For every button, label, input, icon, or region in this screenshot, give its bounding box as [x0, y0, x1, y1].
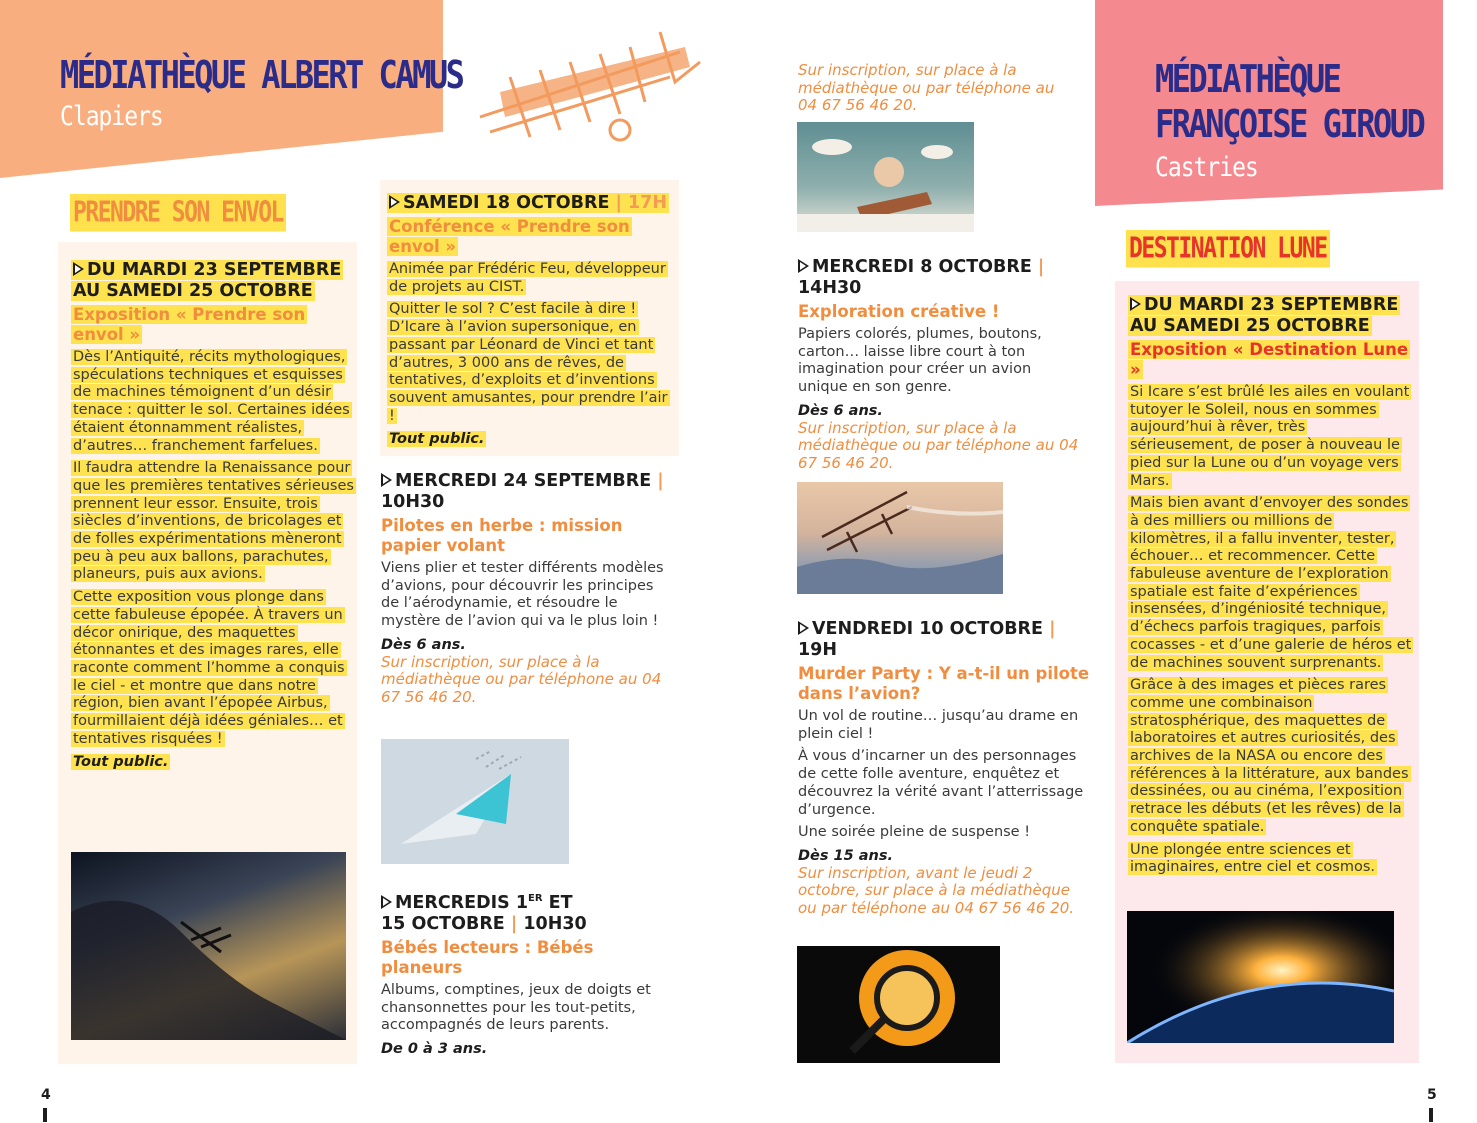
event-date: MERCREDI 24 SEPTEMBRE | 10H30	[381, 471, 664, 512]
event-murder-party	[798, 619, 1093, 917]
child-aviator-photo	[797, 122, 974, 232]
event-date: VENDREDI 10 OCTOBRE | 19H	[798, 619, 1056, 660]
event-title: Exploration créative !	[798, 302, 1000, 321]
event-date: MERCREDIS 1ER ET 15 OCTOBRE | 10H30	[381, 892, 587, 934]
page-number-left: 4	[41, 1087, 51, 1103]
paper-plane-photo	[381, 739, 569, 864]
event-title: Conférence « Prendre son envol »	[389, 217, 630, 256]
biplane-mountains-photo	[797, 482, 1003, 594]
event-title: Exposition « Destination Lune »	[1130, 340, 1409, 379]
event-description: Dès l’Antiquité, récits mythologiques, spéculations techniques et esquisses de machines témoignent d’un désir tenace : quitter le sol. Certaines idées étaient étonnamment réalistes, d’autres… franchement farfelues. Il faudra attendre la Renaissance pour que les premières tentatives sérieuses prennent leur essor. Ensuite, trois siècles d’inventions, de bricolages et de folles expérimentations mèneront peu à peu aux ballons, parachutes, planeurs, puis aux avions. Cette exposition vous plonge dans cette fabuleuse épopée. À travers un décor onirique, des maquettes étonnantes et des images rares, elle raconte comment l’homme a conquis le ciel - et montre que dans notre région, bien avant l’épopée Airbus, fourmillaient déjà idées géniales… et tentatives risquées !	[73, 349, 354, 747]
library-right-title-line2: FRANÇOISE GIROUD	[1155, 101, 1424, 147]
biplane-sunset-photo	[71, 852, 346, 1040]
play-arrow-icon	[1130, 297, 1141, 311]
exhibition-left	[71, 260, 356, 771]
event-description: Viens plier et tester différents modèles d’avions, pour découvrir les principes de l’aérodynamie, et résoudre le mystère de l’avion qui va le plus loin !	[381, 560, 664, 630]
event-description: Un vol de routine… jusqu’au drame en plein ciel ! À vous d’incarner un des personnages de cette folle aventure, enquêtez et découvrez la vérité avant l’atterrissage d’urgence. Une soirée pleine de suspense !	[798, 708, 1084, 841]
page-number-right: 5	[1427, 1087, 1437, 1103]
event-age: Dès 6 ans.	[798, 402, 883, 419]
theme-left: PRENDRE SON ENVOL	[70, 194, 286, 232]
event-age: De 0 à 3 ans.	[381, 1040, 488, 1057]
library-right-header	[1155, 56, 1424, 183]
event-registration: Sur inscription, sur place à la médiathèque ou par téléphone au 04 67 56 46 20.	[798, 418, 1079, 472]
event-title: Murder Party : Y a-t-il un pilote dans l’avion?	[798, 664, 1090, 703]
event-date: SAMEDI 18 OCTOBRE | 17H	[387, 193, 672, 214]
event-age: Dès 6 ans.	[381, 636, 466, 653]
library-left-header	[60, 52, 463, 132]
play-arrow-icon	[798, 621, 809, 635]
play-arrow-icon	[73, 262, 84, 276]
event-description: Papiers colorés, plumes, boutons, carton… laisse libre court à ton imagination pour créer un avion unique en son genre.	[798, 326, 1042, 396]
event-conference	[387, 193, 672, 448]
event-description: Albums, comptines, jeux de doigts et chansonnettes pour les tout-petits, accompagnés de leurs parents.	[381, 981, 651, 1034]
event-bebes	[381, 888, 676, 1058]
play-arrow-icon	[389, 195, 400, 209]
library-left-city: Clapiers	[60, 102, 163, 132]
play-arrow-icon	[798, 259, 809, 273]
event-date: DU MARDI 23 SEPTEMBRE AU SAMEDI 25 OCTOBRE	[1130, 295, 1399, 336]
event-description: Si Icare s’est brûlé les ailes en voulant tutoyer le Soleil, nous en sommes aujourd’hui à rêver, très sérieusement, de poser à nouveau le pied sur la Lune ou d’un voyage vers Mars. Mais bien avant d’envoyer des sondes à des milliers ou millions de kilomètres, il a fallu inventer, tester, échouer… et recommencer. Cette fabuleuse aventure de l’exploration spatiale est faite d’expériences insensées, d’ingéniosité technique, d’échecs parfois tragiques, parfois cocasses - et d’une galerie de héros et de machines souvent surprenants. Grâce à des images et pièces rares comme une combinaison stratosphérique, des maquettes de laboratoires et autres curiosités, des archives de la NASA ou encore des références à la littérature, aux bandes dessinées, ou au cinéma, l’exposition retrace les débuts (et les rêves) de la conquête spatiale. Une plongée entre sciences et imaginaires, entre ciel et cosmos.	[1130, 384, 1412, 876]
event-description: Animée par Frédéric Feu, développeur de projets au CIST. Quitter le sol ? C’est facile à dire ! D’Icare à l’avion supersonique, en passant par Léonard de Vinci et tant d’autres, 3 000 ans de rêves, de tentatives, d’exploits et d’inventions souvent amusantes, pour prendre l’air !	[389, 261, 668, 424]
event-audience: Tout public.	[73, 754, 169, 771]
vintage-plane-illustration	[470, 22, 710, 162]
event-title: Pilotes en herbe : mission papier volant	[381, 516, 623, 555]
event-age: Dès 15 ans.	[798, 847, 894, 864]
page-marker-right	[1429, 1108, 1433, 1122]
event-exploration	[798, 257, 1083, 472]
event-title: Bébés lecteurs : Bébés planeurs	[381, 937, 594, 977]
event-registration: Sur inscription, sur place à la médiathèque ou par téléphone au 04 67 56 46 20.	[381, 652, 662, 706]
earth-sunrise-photo	[1127, 911, 1394, 1043]
event-registration: Sur inscription, avant le jeudi 2 octobre, sur place à la médiathèque ou par téléphone au 04 67 56 46 20.	[798, 863, 1075, 917]
event-date: DU MARDI 23 SEPTEMBRE AU SAMEDI 25 OCTOBRE	[73, 260, 342, 301]
event-date: MERCREDI 8 OCTOBRE | 14H30	[798, 257, 1045, 298]
event-audience: Tout public.	[389, 431, 485, 448]
theme-right: DESTINATION LUNE	[1126, 230, 1330, 268]
library-left-title: MÉDIATHÈQUE ALBERT CAMUS	[60, 52, 463, 98]
event-registration-continued: Sur inscription, sur place à la médiathèque ou par téléphone au 04 67 56 46 20.	[798, 61, 1055, 114]
exhibition-right	[1128, 295, 1413, 882]
library-right-city: Castries	[1155, 153, 1258, 183]
magnifying-glass-photo	[797, 946, 1000, 1063]
play-arrow-icon	[381, 895, 392, 909]
event-pilotes	[381, 471, 676, 706]
event-title: Exposition « Prendre son envol »	[73, 305, 306, 344]
library-right-title-line1: MÉDIATHÈQUE	[1155, 56, 1340, 102]
play-arrow-icon	[381, 473, 392, 487]
page-marker-left	[43, 1108, 47, 1122]
